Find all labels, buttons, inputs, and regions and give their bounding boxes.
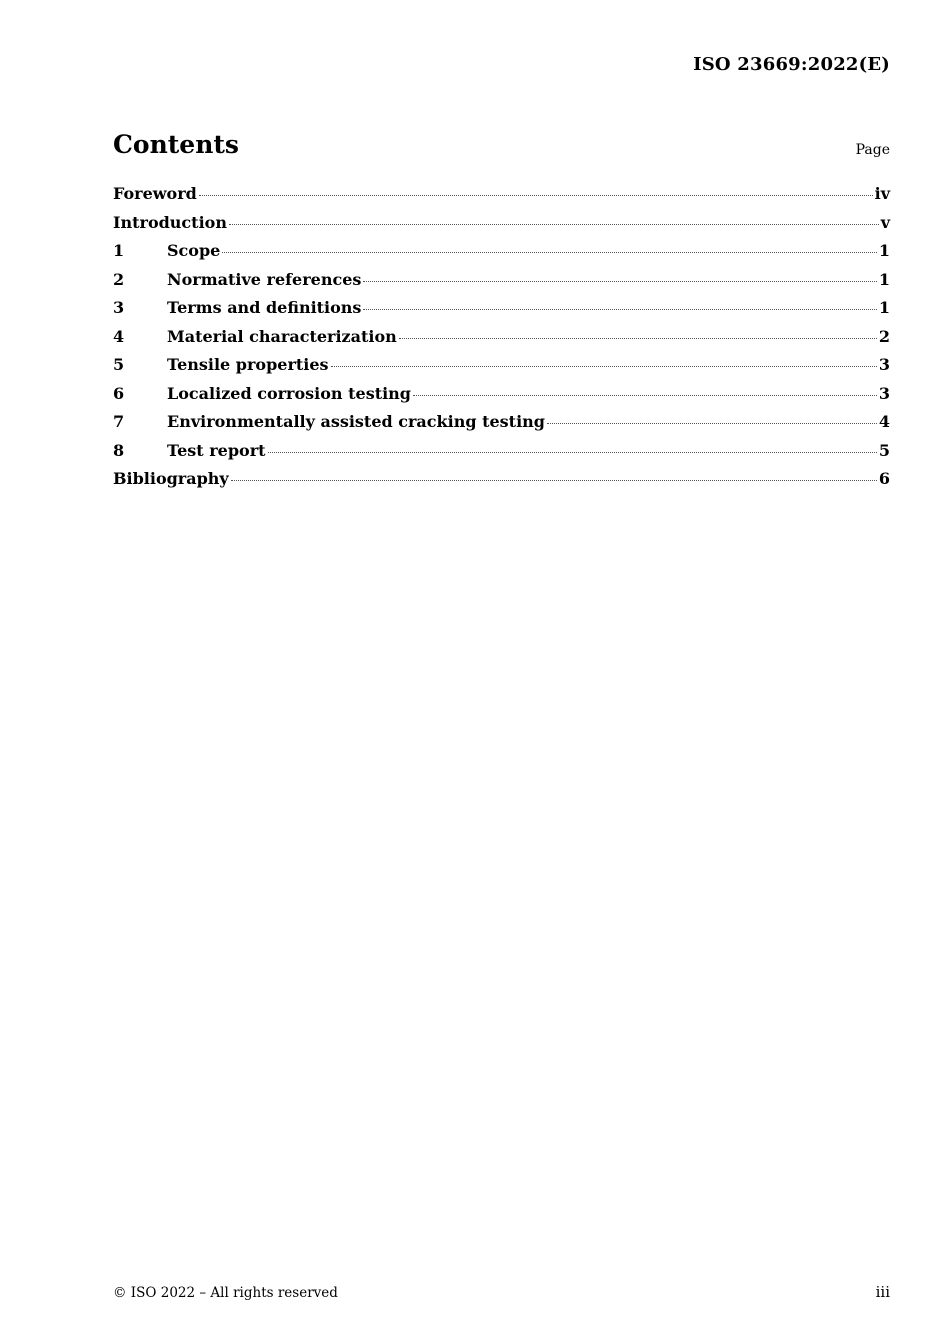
toc-entry-localized-corrosion-testing[interactable] (113, 384, 890, 413)
toc-entry-page: 3 (878, 355, 890, 374)
toc-entry-test-report[interactable] (113, 441, 890, 470)
toc-leader-dots (399, 338, 877, 339)
toc-entry-number: 4 (113, 326, 125, 346)
toc-entry-title: Localized corrosion testing (167, 383, 411, 403)
toc-entry-normative-references[interactable] (113, 270, 890, 299)
page-column-label: Page (855, 142, 890, 158)
toc-entry-title: Material characterization (167, 326, 397, 346)
toc-leader-dots (331, 366, 877, 367)
toc-entry-title: Normative references (167, 269, 362, 289)
toc-entry-title: Introduction (113, 212, 227, 232)
toc-entry-page: 4 (878, 412, 890, 431)
toc-entry-number: 1 (113, 241, 125, 260)
toc-leader-dots (363, 309, 876, 310)
toc-entry-introduction[interactable] (113, 213, 890, 242)
toc-leader-dots (229, 224, 879, 225)
toc-leader-dots (363, 281, 876, 282)
contents-header (113, 130, 890, 166)
table-of-contents (113, 184, 890, 498)
toc-entry-title: Tensile properties (167, 355, 329, 374)
toc-entry-terms-and-definitions[interactable] (113, 298, 890, 327)
toc-entry-number: 3 (113, 298, 125, 317)
toc-entry-title: Environmentally assisted cracking testing (167, 412, 545, 431)
toc-entry-foreword[interactable] (113, 184, 890, 213)
toc-leader-dots (199, 195, 873, 196)
toc-entry-number: 8 (113, 440, 125, 460)
toc-entry-bibliography[interactable] (113, 469, 890, 498)
toc-entry-page: 5 (878, 440, 890, 460)
toc-entry-page: 1 (878, 298, 890, 317)
toc-entry-number: 7 (113, 412, 125, 431)
toc-leader-dots (231, 480, 877, 481)
toc-entry-number: 2 (113, 269, 125, 289)
toc-entry-page: 2 (878, 326, 890, 346)
toc-entry-title: Bibliography (113, 469, 229, 488)
toc-entry-page: v (880, 212, 890, 232)
footer-page-number: iii (875, 1283, 890, 1301)
toc-entry-number: 6 (113, 383, 125, 403)
toc-entry-page: 1 (878, 269, 890, 289)
footer-copyright: © ISO 2022 – All rights reserved (113, 1285, 338, 1301)
toc-entry-tensile-properties[interactable] (113, 355, 890, 384)
document-id: ISO 23669:2022(E) (693, 54, 890, 75)
toc-entry-page: 3 (878, 383, 890, 403)
toc-entry-material-characterization[interactable] (113, 327, 890, 356)
toc-entry-page: 6 (878, 469, 890, 488)
toc-entry-title: Scope (167, 241, 221, 260)
toc-entry-number: 5 (113, 355, 125, 374)
toc-entry-page: 1 (878, 241, 890, 260)
toc-leader-dots (413, 395, 877, 396)
toc-leader-dots (222, 252, 877, 253)
toc-entry-page: iv (874, 184, 890, 203)
toc-entry-title: Terms and definitions (167, 298, 362, 317)
toc-entry-scope[interactable] (113, 241, 890, 270)
toc-leader-dots (268, 452, 877, 453)
toc-entry-title: Foreword (113, 184, 197, 203)
toc-leader-dots (547, 423, 877, 424)
toc-entry-environmentally-assisted-cracking-testing[interactable] (113, 412, 890, 441)
toc-entry-title: Test report (167, 440, 266, 460)
contents-title: Contents (113, 130, 240, 159)
